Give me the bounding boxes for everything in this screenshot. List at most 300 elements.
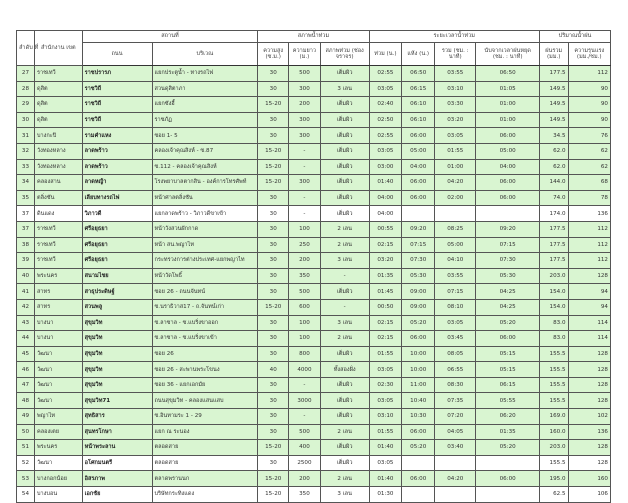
cell-dry: 06:00	[402, 128, 435, 144]
cell-traffic: เต็มผิว	[320, 346, 369, 362]
cell-dry: 06:10	[402, 112, 435, 128]
cell-rain: 62.0	[539, 143, 568, 159]
cell-depth: 30	[258, 237, 289, 253]
cell-total: 08:30	[435, 377, 476, 393]
cell-since: 06:15	[476, 377, 540, 393]
cell-area: ซอย 26 - ถนนจันทน์	[152, 284, 258, 300]
cell-start: 00:55	[369, 221, 402, 237]
cell-no: 34	[17, 175, 35, 191]
cell-since: 06:00	[476, 128, 540, 144]
cell-dry: 06:10	[402, 97, 435, 113]
cell-depth: 15-20	[258, 487, 289, 503]
cell-dry	[402, 206, 435, 222]
cell-road: สุขุมวิท71	[82, 393, 152, 409]
cell-total: 03:05	[435, 315, 476, 331]
header-rain-total: ฝนรวม (มม.)	[539, 43, 568, 66]
cell-dry: 06:00	[402, 471, 435, 487]
cell-length: 200	[289, 253, 321, 269]
cell-area: หน้าวัดโพธิ์	[152, 268, 258, 284]
cell-dry: 09:00	[402, 299, 435, 315]
cell-depth: 30	[258, 128, 289, 144]
cell-start: 01:55	[369, 346, 402, 362]
table-row	[17, 143, 611, 159]
cell-road: ลาดหญ้า	[82, 175, 152, 191]
cell-road: หน้าพระลาน	[82, 440, 152, 456]
cell-total: 06:55	[435, 362, 476, 378]
table-row	[17, 66, 611, 82]
cell-length: 200	[289, 471, 321, 487]
cell-road: สุขุมวิท	[82, 331, 152, 347]
cell-no: 28	[17, 81, 35, 97]
cell-road: เอกชัย	[82, 487, 152, 503]
cell-start: 02:30	[369, 377, 402, 393]
cell-no: 37	[17, 221, 35, 237]
cell-area: ซอย 36 - แยกเอกมัย	[152, 377, 258, 393]
cell-total: 04:05	[435, 424, 476, 440]
cell-dry: 06:00	[402, 331, 435, 347]
cell-traffic: เต็มผิว	[320, 128, 369, 144]
cell-district: สาทร	[34, 299, 82, 315]
cell-length: -	[289, 409, 321, 425]
cell-intensity: 112	[568, 253, 610, 269]
cell-start: 01:30	[369, 487, 402, 503]
cell-intensity: 106	[568, 487, 610, 503]
cell-depth: 30	[258, 393, 289, 409]
cell-depth: 30	[258, 377, 289, 393]
cell-total	[435, 487, 476, 503]
cell-total: 01:00	[435, 159, 476, 175]
cell-district: ราชเทวี	[34, 66, 82, 82]
cell-rain: 34.5	[539, 128, 568, 144]
cell-since: 05:30	[476, 268, 540, 284]
table-row	[17, 455, 611, 471]
cell-road: ลาดพร้าว	[82, 159, 152, 175]
table-row	[17, 221, 611, 237]
cell-rain: 83.0	[539, 331, 568, 347]
table-row	[17, 237, 611, 253]
cell-depth: 30	[258, 112, 289, 128]
cell-intensity: 68	[568, 175, 610, 191]
cell-start: 02:55	[369, 66, 402, 82]
cell-area: ซ.112 - คลองเจ้าคุณสิงห์	[152, 159, 258, 175]
cell-since: 05:55	[476, 393, 540, 409]
cell-intensity: 136	[568, 206, 610, 222]
header-flood-start: ท่วม (น.)	[369, 43, 402, 66]
cell-road: วิภาวดี	[82, 206, 152, 222]
cell-total	[435, 206, 476, 222]
table-row	[17, 440, 611, 456]
cell-rain: 155.5	[539, 346, 568, 362]
cell-no: 48	[17, 393, 35, 409]
cell-dry: 05:30	[402, 268, 435, 284]
cell-traffic: 2 เลน	[320, 221, 369, 237]
cell-start: 04:00	[369, 206, 402, 222]
cell-road: ราชปรารภ	[82, 66, 152, 82]
cell-length: 4000	[289, 362, 321, 378]
header-since-rain-stop: นับจากเวลาฝนหยุด (ชม. : นาที)	[476, 43, 540, 66]
cell-since: 07:15	[476, 237, 540, 253]
cell-intensity: 112	[568, 237, 610, 253]
cell-district: พระนคร	[34, 440, 82, 456]
cell-total: 03:05	[435, 128, 476, 144]
cell-no: 29	[17, 97, 35, 113]
cell-area: แยกลาดพร้าว - วิภาวดีขาเข้า	[152, 206, 258, 222]
table-row	[17, 97, 611, 113]
cell-depth: 15-20	[258, 440, 289, 456]
cell-intensity: 128	[568, 455, 610, 471]
cell-since: 05:15	[476, 362, 540, 378]
cell-intensity: 112	[568, 66, 610, 82]
cell-dry	[402, 455, 435, 471]
cell-traffic: -	[320, 268, 369, 284]
cell-dry: 05:20	[402, 315, 435, 331]
cell-traffic: 2 เลน	[320, 424, 369, 440]
cell-road: สนามไชย	[82, 268, 152, 284]
cell-dry	[402, 487, 435, 503]
cell-road: ราชวิถี	[82, 81, 152, 97]
cell-road: สวนพลู	[82, 299, 152, 315]
cell-since: 01:35	[476, 424, 540, 440]
cell-road: ศรีอยุธยา	[82, 237, 152, 253]
cell-district: ดุสิต	[34, 97, 82, 113]
cell-start: 03:05	[369, 143, 402, 159]
cell-traffic: เต็มผิว	[320, 97, 369, 113]
cell-length: -	[289, 143, 321, 159]
cell-area: ซอย 26 - สะพานพระโขนง	[152, 362, 258, 378]
cell-total: 07:15	[435, 284, 476, 300]
cell-total: 08:25	[435, 221, 476, 237]
cell-since: 04:00	[476, 159, 540, 175]
cell-rain: 154.0	[539, 284, 568, 300]
cell-area: ซ.นราธิวาส17 - ถ.จันทน์เก่า	[152, 299, 258, 315]
cell-start: 01:40	[369, 471, 402, 487]
cell-district: วังทองหลาง	[34, 143, 82, 159]
cell-length: -	[289, 190, 321, 206]
cell-traffic: เต็มผิว	[320, 143, 369, 159]
cell-road: ลาดพร้าว	[82, 143, 152, 159]
cell-total: 03:10	[435, 81, 476, 97]
cell-road: ศรีอยุธยา	[82, 221, 152, 237]
cell-traffic: 2 เลน	[320, 471, 369, 487]
cell-district: ราชเทวี	[34, 237, 82, 253]
cell-since: 06:50	[476, 66, 540, 82]
table-row	[17, 409, 611, 425]
cell-dry: 10:00	[402, 362, 435, 378]
cell-no: 53	[17, 471, 35, 487]
cell-no: 44	[17, 331, 35, 347]
cell-intensity: 90	[568, 81, 610, 97]
cell-start: 02:50	[369, 112, 402, 128]
cell-intensity: 128	[568, 440, 610, 456]
cell-road: สุทธิสาร	[82, 409, 152, 425]
cell-rain: 83.0	[539, 315, 568, 331]
cell-since: 05:20	[476, 440, 540, 456]
cell-no: 50	[17, 424, 35, 440]
cell-start: 03:05	[369, 362, 402, 378]
header-area: บริเวณ	[152, 43, 258, 66]
cell-road: สุขุมวิท	[82, 346, 152, 362]
cell-depth: 30	[258, 268, 289, 284]
cell-length: 3000	[289, 393, 321, 409]
cell-no: 49	[17, 409, 35, 425]
cell-dry: 04:00	[402, 159, 435, 175]
table-row	[17, 487, 611, 503]
cell-area: แยก ณ ระนอง	[152, 424, 258, 440]
cell-since: 05:20	[476, 315, 540, 331]
table-row	[17, 284, 611, 300]
cell-dry: 06:00	[402, 175, 435, 191]
cell-total: 07:35	[435, 393, 476, 409]
table-row	[17, 299, 611, 315]
cell-intensity: 62	[568, 143, 610, 159]
cell-start: 03:00	[369, 159, 402, 175]
cell-since: 04:25	[476, 284, 540, 300]
cell-district: ดุสิต	[34, 81, 82, 97]
cell-area: ซอย 1- 5	[152, 128, 258, 144]
header-depth: ความสูง (ซ.ม.)	[258, 43, 289, 66]
cell-traffic: เต็มผิว	[320, 112, 369, 128]
cell-rain: 154.0	[539, 299, 568, 315]
cell-start: 02:40	[369, 97, 402, 113]
cell-intensity: 136	[568, 424, 610, 440]
cell-area: ซ.อินทามระ 1 - 29	[152, 409, 258, 425]
cell-depth: 15-20	[258, 175, 289, 191]
cell-total: 05:00	[435, 237, 476, 253]
cell-rain: 155.5	[539, 377, 568, 393]
cell-start: 03:20	[369, 253, 402, 269]
cell-since	[476, 206, 540, 222]
cell-traffic: เต็มผิว	[320, 206, 369, 222]
cell-intensity: 94	[568, 299, 610, 315]
cell-total: 03:45	[435, 331, 476, 347]
cell-since: 01:00	[476, 112, 540, 128]
cell-no: 45	[17, 346, 35, 362]
cell-area: ซ.ลาซาล - ซ.แบริ่งขาเข้า	[152, 331, 258, 347]
cell-intensity: 78	[568, 190, 610, 206]
cell-traffic: เต็มผิว	[320, 409, 369, 425]
cell-intensity: 128	[568, 346, 610, 362]
table-row	[17, 206, 611, 222]
cell-since: 07:30	[476, 253, 540, 269]
cell-area: บริษัทกระทิงแดง	[152, 487, 258, 503]
cell-intensity: 94	[568, 284, 610, 300]
cell-traffic: ทั้งสองฝั่ง	[320, 362, 369, 378]
cell-depth: 15-20	[258, 159, 289, 175]
cell-district: วัฒนา	[34, 346, 82, 362]
header-rainfall: ปริมาณน้ำฝน	[539, 31, 610, 43]
cell-total: 01:55	[435, 143, 476, 159]
cell-rain: 149.5	[539, 112, 568, 128]
cell-length: 100	[289, 221, 321, 237]
header-no: ลำดับ ที่	[17, 31, 35, 66]
cell-intensity: 90	[568, 112, 610, 128]
cell-total: 03:55	[435, 66, 476, 82]
cell-road: ราชวิถี	[82, 97, 152, 113]
header-duration: ระยะเวลาน้ำท่วม	[369, 31, 539, 43]
cell-rain: 155.5	[539, 455, 568, 471]
cell-dry: 06:50	[402, 66, 435, 82]
cell-total: 03:20	[435, 112, 476, 128]
table-row	[17, 471, 611, 487]
cell-depth: 30	[258, 424, 289, 440]
cell-start: 01:55	[369, 424, 402, 440]
cell-length: 2500	[289, 455, 321, 471]
cell-depth: 15-20	[258, 143, 289, 159]
cell-road: ศรีอยุธยา	[82, 253, 152, 269]
cell-dry: 10:30	[402, 409, 435, 425]
cell-no: 43	[17, 315, 35, 331]
cell-rain: 149.5	[539, 97, 568, 113]
cell-traffic: เต็มผิว	[320, 66, 369, 82]
cell-rain: 174.0	[539, 206, 568, 222]
cell-traffic: เต็มผิว	[320, 190, 369, 206]
cell-length: 300	[289, 112, 321, 128]
cell-district: คลองสาน	[34, 175, 82, 191]
cell-area: ตลอดสาย	[152, 455, 258, 471]
table-row	[17, 253, 611, 269]
table-row	[17, 377, 611, 393]
cell-length: 100	[289, 315, 321, 331]
cell-no: 41	[17, 284, 35, 300]
cell-traffic: เต็มผิว	[320, 455, 369, 471]
cell-area: ซอย 26	[152, 346, 258, 362]
table-row	[17, 315, 611, 331]
cell-length: 250	[289, 237, 321, 253]
header-intensity: ความรุนแรง (มม./ชม.)	[568, 43, 610, 66]
cell-depth: 15-20	[258, 97, 289, 113]
header-flood-state: สภาพน้ำท่วม	[258, 31, 369, 43]
cell-district: บางกอกน้อย	[34, 471, 82, 487]
cell-district: ดุสิต	[34, 112, 82, 128]
cell-since: 05:00	[476, 143, 540, 159]
header-total: รวม (ชม. : นาที)	[435, 43, 476, 66]
cell-since: 01:05	[476, 81, 540, 97]
cell-dry: 10:00	[402, 346, 435, 362]
cell-start: 01:35	[369, 268, 402, 284]
cell-traffic: เต็มผิว	[320, 284, 369, 300]
cell-start: 01:40	[369, 175, 402, 191]
cell-rain: 144.0	[539, 175, 568, 191]
cell-road: สุขุมวิท	[82, 377, 152, 393]
header-location: สถานที่	[82, 31, 258, 43]
cell-rain: 195.0	[539, 471, 568, 487]
cell-district: พระนคร	[34, 268, 82, 284]
cell-intensity: 128	[568, 268, 610, 284]
table-row	[17, 159, 611, 175]
table-row	[17, 112, 611, 128]
cell-district: วัฒนา	[34, 393, 82, 409]
cell-depth: 30	[258, 455, 289, 471]
cell-length: 300	[289, 81, 321, 97]
cell-intensity: 62	[568, 159, 610, 175]
table-row	[17, 362, 611, 378]
cell-intensity: 102	[568, 409, 610, 425]
cell-district: วัฒนา	[34, 362, 82, 378]
cell-length: 200	[289, 97, 321, 113]
flood-report-table	[16, 30, 611, 503]
cell-length: 350	[289, 268, 321, 284]
cell-total: 03:30	[435, 97, 476, 113]
cell-intensity: 128	[568, 393, 610, 409]
table-row	[17, 424, 611, 440]
cell-dry: 05:20	[402, 440, 435, 456]
cell-rain: 155.5	[539, 362, 568, 378]
header-dry: แห้ง (น.)	[402, 43, 435, 66]
cell-depth: 30	[258, 206, 289, 222]
table-row	[17, 175, 611, 191]
cell-total: 03:40	[435, 440, 476, 456]
cell-length: 600	[289, 299, 321, 315]
cell-length: 350	[289, 487, 321, 503]
cell-no: 39	[17, 253, 35, 269]
cell-traffic: เต็มผิว	[320, 175, 369, 191]
cell-depth: 30	[258, 221, 289, 237]
cell-start: 03:05	[369, 393, 402, 409]
cell-since: 09:20	[476, 221, 540, 237]
cell-since: 05:15	[476, 346, 540, 362]
cell-no: 32	[17, 143, 35, 159]
cell-road: รามคำแหง	[82, 128, 152, 144]
cell-district: ราชเทวี	[34, 253, 82, 269]
cell-depth: 30	[258, 81, 289, 97]
cell-start: 04:00	[369, 190, 402, 206]
cell-start: 00:50	[369, 299, 402, 315]
cell-road: ราชวิถี	[82, 112, 152, 128]
header-traffic: สภาพท่วม (ช่องจราจร)	[320, 43, 369, 66]
cell-dry: 07:30	[402, 253, 435, 269]
cell-length: -	[289, 377, 321, 393]
cell-traffic: 3 เลน	[320, 487, 369, 503]
cell-rain: 62.5	[539, 487, 568, 503]
cell-rain: 62.0	[539, 159, 568, 175]
cell-since	[476, 455, 540, 471]
cell-no: 47	[17, 377, 35, 393]
cell-length: 500	[289, 424, 321, 440]
cell-no: 33	[17, 159, 35, 175]
cell-rain: 177.5	[539, 221, 568, 237]
cell-road: เลียบทางรถไฟ	[82, 190, 152, 206]
cell-no: 37	[17, 206, 35, 222]
cell-rain: 149.5	[539, 81, 568, 97]
cell-start: 01:40	[369, 440, 402, 456]
cell-area: ตลาดพรานนก	[152, 471, 258, 487]
cell-district: บางนา	[34, 331, 82, 347]
cell-since: 06:00	[476, 190, 540, 206]
cell-district: บางนา	[34, 315, 82, 331]
cell-no: 46	[17, 362, 35, 378]
cell-no: 52	[17, 455, 35, 471]
cell-district: วัฒนา	[34, 377, 82, 393]
cell-area: หน้า สน.พญาไท	[152, 237, 258, 253]
cell-start: 01:45	[369, 284, 402, 300]
cell-dry: 09:00	[402, 284, 435, 300]
cell-area: โรงพยาบาลตากสิน - องค์การโทรศัพท์	[152, 175, 258, 191]
cell-dry: 06:00	[402, 424, 435, 440]
table-body	[17, 66, 611, 503]
cell-area: แยกประตูน้ำ - ทางรถไฟ	[152, 66, 258, 82]
cell-start: 02:15	[369, 237, 402, 253]
cell-depth: 30	[258, 66, 289, 82]
cell-rain: 160.0	[539, 424, 568, 440]
cell-depth: 30	[258, 190, 289, 206]
cell-dry: 05:00	[402, 143, 435, 159]
cell-traffic: -	[320, 299, 369, 315]
cell-no: 31	[17, 128, 35, 144]
cell-depth: 30	[258, 331, 289, 347]
cell-depth: 40	[258, 362, 289, 378]
cell-total: 04:20	[435, 471, 476, 487]
cell-area: ถนนสุขุมวิท - คลองแสนแสบ	[152, 393, 258, 409]
